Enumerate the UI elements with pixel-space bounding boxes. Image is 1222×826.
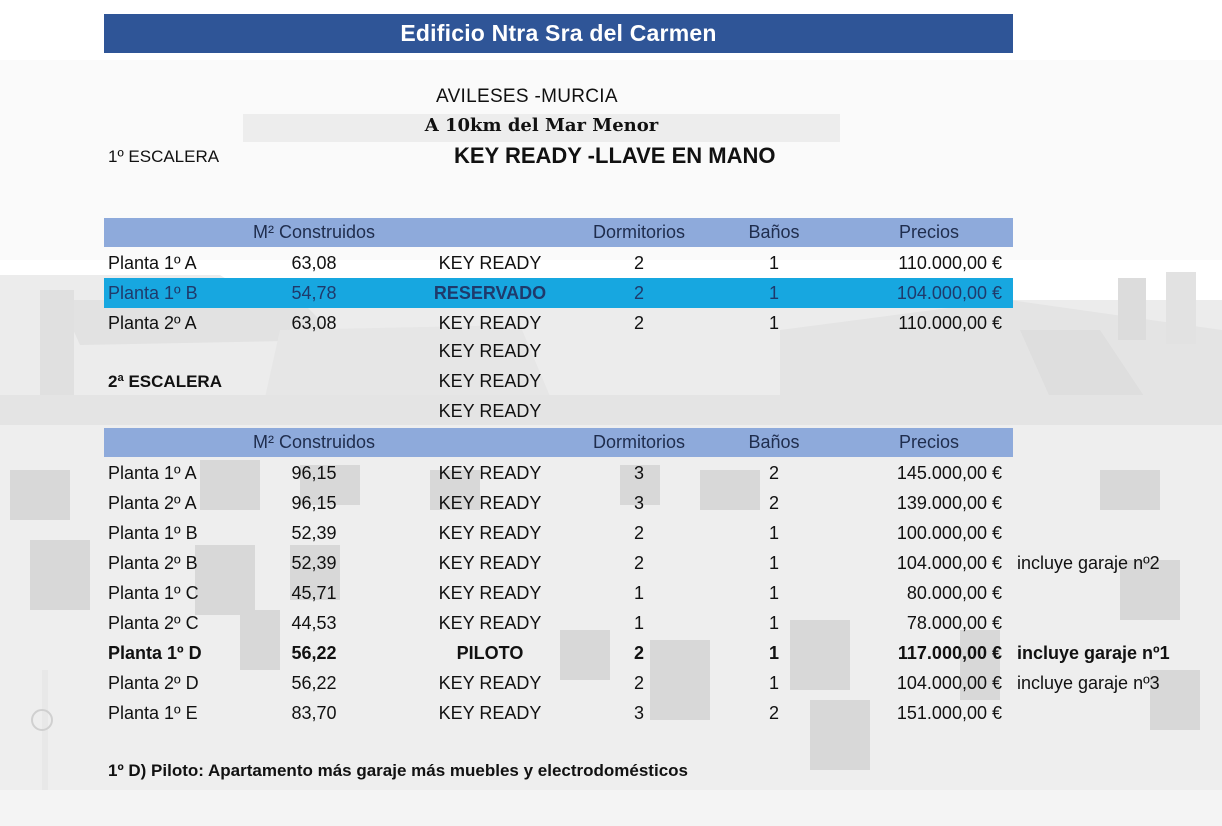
price-cell: 145.000,00 € [896, 463, 1002, 483]
garage-note: incluye garaje nº3 [1017, 673, 1160, 693]
page-title: Edificio Ntra Sra del Carmen [104, 14, 1013, 53]
m2-cell: 56,22 [291, 643, 337, 663]
price-cell: 104.000,00 € [896, 673, 1002, 693]
status-cell: KEY READY [438, 553, 542, 573]
m2-cell: 54,78 [291, 283, 337, 303]
banos-cell: 1 [768, 583, 779, 603]
dormitorios-cell: 3 [633, 703, 644, 723]
m2-cell: 52,39 [291, 553, 337, 573]
table-row [104, 248, 1013, 278]
section-label-escalera-2: 2ª ESCALERA [108, 372, 222, 391]
table-header-escalera-1 [104, 218, 1013, 247]
dormitorios-cell: 3 [633, 463, 644, 483]
status-badge-reserved: RESERVADO [433, 283, 547, 303]
column-header-dormitorios: Dormitorios [592, 432, 685, 452]
status-cell: KEY READY [438, 493, 542, 513]
m2-cell: 44,53 [291, 613, 337, 633]
location-text: AVILESES -MURCIA [436, 86, 618, 107]
headline-key-ready: KEY READY -LLAVE EN MANO [454, 143, 776, 168]
status-cell: KEY READY [438, 673, 542, 693]
column-header-m2: M² Construidos [252, 432, 376, 452]
unit-cell: Planta 1º B [108, 523, 198, 543]
price-cell: 80.000,00 € [906, 583, 1002, 603]
unit-cell: Planta 1º A [108, 253, 197, 273]
garage-note: incluye garaje nº1 [1017, 643, 1170, 663]
banos-cell: 1 [768, 553, 779, 573]
dormitorios-cell: 1 [633, 613, 644, 633]
dormitorios-cell: 3 [633, 493, 644, 513]
status-cell: KEY READY [438, 313, 542, 333]
banos-cell: 1 [768, 613, 779, 633]
price-cell: 100.000,00 € [896, 523, 1002, 543]
m2-cell: 56,22 [291, 673, 337, 693]
price-cell: 78.000,00 € [906, 613, 1002, 633]
column-header-precios: Precios [898, 432, 960, 452]
banos-cell: 1 [768, 283, 779, 303]
banos-cell: 2 [768, 703, 779, 723]
price-cell: 139.000,00 € [896, 493, 1002, 513]
column-header-m2: M² Construidos [252, 222, 376, 242]
standalone-status: KEY READY [438, 401, 542, 421]
table-row [104, 668, 1160, 698]
price-cell: 151.000,00 € [896, 703, 1002, 723]
status-cell: KEY READY [438, 613, 542, 633]
dormitorios-cell: 2 [633, 673, 644, 693]
garage-note: incluye garaje nº2 [1017, 553, 1160, 573]
price-cell: 110.000,00 € [898, 253, 1002, 273]
m2-cell: 96,15 [291, 493, 337, 513]
unit-cell: Planta 2º B [108, 553, 198, 573]
status-cell: KEY READY [438, 253, 542, 273]
standalone-status: KEY READY [438, 341, 542, 361]
banos-cell: 1 [768, 523, 779, 543]
banos-cell: 2 [768, 493, 779, 513]
m2-cell: 63,08 [291, 253, 337, 273]
table-row-reserved [104, 278, 1013, 308]
banos-cell: 2 [768, 463, 779, 483]
price-cell: 104.000,00 € [896, 553, 1002, 573]
unit-cell: Planta 1º C [108, 583, 199, 603]
standalone-status: KEY READY [438, 371, 542, 391]
table-row [104, 548, 1160, 578]
table-row [104, 518, 1013, 548]
unit-cell: Planta 1º B [108, 283, 198, 303]
banos-cell: 1 [768, 673, 779, 693]
m2-cell: 83,70 [291, 703, 337, 723]
unit-cell: Planta 2º A [108, 313, 197, 333]
m2-cell: 96,15 [291, 463, 337, 483]
unit-cell: Planta 1º A [108, 463, 197, 483]
table-row [104, 608, 1013, 638]
dormitorios-cell: 2 [633, 283, 644, 303]
section-label-escalera-1: 1º ESCALERA [108, 147, 220, 166]
banos-cell: 1 [768, 253, 779, 273]
table-row-piloto [104, 638, 1170, 668]
table-row [104, 458, 1013, 488]
status-cell: KEY READY [438, 583, 542, 603]
banos-cell: 1 [768, 313, 779, 333]
m2-cell: 63,08 [291, 313, 337, 333]
dormitorios-cell: 2 [633, 313, 644, 333]
banos-cell: 1 [768, 643, 779, 663]
unit-cell: Planta 1º D [108, 643, 202, 663]
footnote: 1º D) Piloto: Apartamento más garaje más muebles y electrodomésticos [108, 761, 688, 780]
price-cell: 104.000,00 € [896, 283, 1002, 303]
table-row [104, 488, 1013, 518]
unit-cell: Planta 2º C [108, 613, 199, 633]
price-cell: 117.000,00 € [897, 643, 1002, 663]
column-header-dormitorios: Dormitorios [592, 222, 685, 242]
dormitorios-cell: 2 [633, 523, 644, 543]
status-badge-piloto: PILOTO [456, 643, 524, 663]
price-cell: 110.000,00 € [898, 313, 1002, 333]
column-header-precios: Precios [898, 222, 960, 242]
dormitorios-cell: 2 [633, 643, 644, 663]
dormitorios-cell: 2 [633, 253, 644, 273]
dormitorios-cell: 1 [633, 583, 644, 603]
status-cell: KEY READY [438, 463, 542, 483]
column-header-banos: Baños [748, 432, 800, 452]
m2-cell: 52,39 [291, 523, 337, 543]
unit-cell: Planta 2º A [108, 493, 197, 513]
table-row [104, 578, 1013, 608]
unit-cell: Planta 2º D [108, 673, 199, 693]
unit-cell: Planta 1º E [108, 703, 198, 723]
distance-text: A 10km del Mar Menor [424, 115, 659, 136]
dormitorios-cell: 2 [633, 553, 644, 573]
table-header-escalera-2 [104, 428, 1013, 457]
table-row [104, 698, 1013, 728]
status-cell: KEY READY [438, 703, 542, 723]
m2-cell: 45,71 [291, 583, 337, 603]
table-row [104, 308, 1013, 338]
column-header-banos: Baños [748, 222, 800, 242]
status-cell: KEY READY [438, 523, 542, 543]
